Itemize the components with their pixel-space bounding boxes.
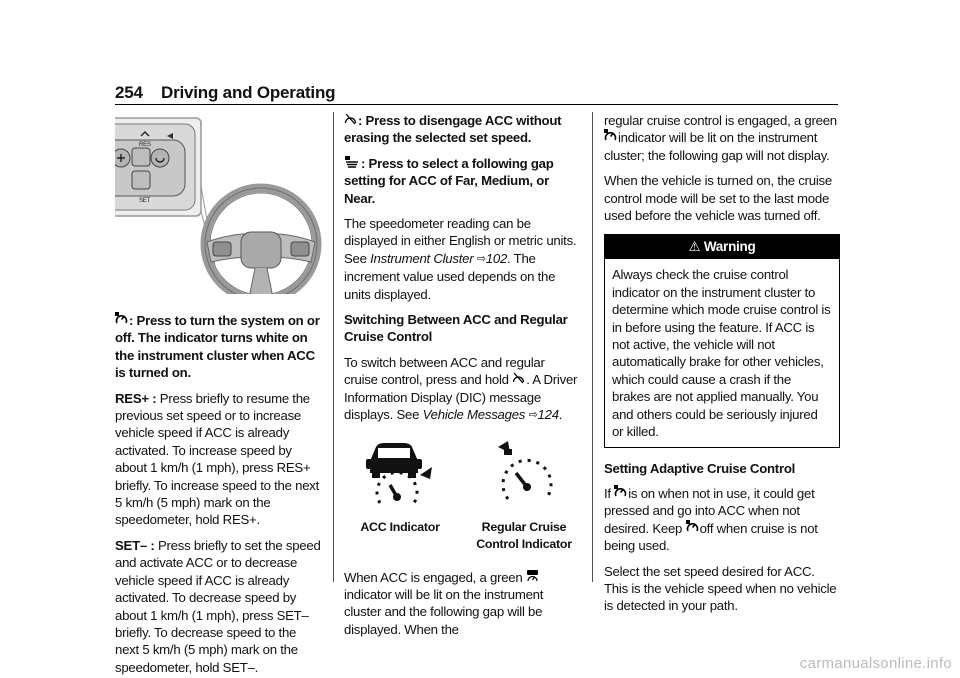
column-3: [604, 112, 840, 623]
cancel-cruise-icon: [344, 112, 357, 129]
acc-engaged-text: When ACC is engaged, a green: [344, 569, 523, 585]
acc-indicator-figure: [344, 439, 456, 553]
paragraph-speedometer: [344, 215, 580, 303]
warning-title: Warning: [703, 239, 756, 255]
regular-cruise-indicator-figure: [468, 439, 580, 553]
switch-text-end: .: [558, 407, 563, 423]
vehicle-messages-link[interactable]: Vehicle Messages: [422, 407, 526, 423]
page-number: 254: [115, 83, 143, 102]
warning-header: [605, 235, 839, 259]
instrument-cluster-link[interactable]: Instrument Cluster: [370, 250, 474, 266]
if-on-text: If: [604, 485, 611, 501]
page-ref-arrow-icon: ⇨: [476, 252, 486, 265]
vehicle-messages-ref[interactable]: 124: [537, 407, 559, 423]
watermark: carmanualsonline.info: [799, 655, 952, 672]
paragraph-if-on: [604, 485, 840, 555]
cruise-control-icon: [686, 520, 699, 537]
set-label-text: SET– :: [115, 537, 155, 553]
res-label-text: RES+ :: [115, 390, 157, 406]
warning-icon: ⚠: [688, 239, 701, 255]
paragraph-set: [115, 537, 323, 676]
cruise-control-icon: [115, 312, 128, 329]
paragraph-acc-button: [115, 312, 323, 382]
setting-acc-heading: Setting Adaptive Cruise Control: [604, 460, 796, 476]
acc-indicator-icon: [364, 439, 436, 509]
column-2: [344, 112, 580, 646]
acc-engaged-text-2: indicator will be lit on the instrument cluster and the following gap will be displayed. When the: [344, 586, 544, 637]
regular-engaged-text: regular cruise control is engaged, a green: [604, 113, 837, 128]
gap-desc: : Press to select a following gap setting for ACC of Far, Medium, or Near.: [344, 155, 554, 206]
paragraph-acc-engaged: [344, 569, 580, 639]
warning-text: Always check the cruise control indicator on the instrument cluster to determine which mode cruise control is in before using the feature. If ACC is not active, the vehicle will not automatically brake for other vehicles, which could cause a crash if the brakes are not applied manually. You and others could be seriously injured or killed.: [612, 267, 831, 440]
warning-box: [604, 234, 840, 447]
res-desc: Press briefly to resume the previous set speed or to increase vehicle speed if ACC is already activated. To increase speed by about 1 km/h (1 mph), press RES+ briefly. To increase speed to the next 5 km/h (5 mph) mark on the speedometer, hold RES+.: [115, 390, 320, 528]
cruise-control-icon: [614, 485, 627, 502]
paragraph-set-speed: Select the set speed desired for ACC. This is the vehicle speed when no vehicle is detected in your path.: [604, 563, 837, 614]
set-label: SET: [139, 198, 150, 204]
steering-wheel-figure: [115, 116, 323, 294]
if-on-text-3: off when cruise is not being used.: [604, 520, 818, 554]
page-ref-arrow-icon: ⇨: [528, 409, 538, 422]
set-desc: Press briefly to set the speed and activate ACC or to decrease vehicle speed if ACC is already activated. To decrease speed by about 1 km/h (1 mph), press SET– briefly. To decrease speed to the next 5 km/h (5 mph) mark on the speedometer, hold SET–.: [115, 537, 321, 675]
speedometer-text-end: . The increment value used depends on the units displayed.: [344, 250, 556, 302]
regular-engaged-text-2: indicator will be lit on the instrument cluster; the following gap will not display.: [604, 130, 830, 163]
switch-text: To switch between ACC and regular cruise control, press and hold: [344, 354, 545, 388]
acc-button-desc: : Press to turn the system on or off. The indicator turns white on the instrument cluster when ACC is turned on.: [115, 313, 320, 381]
paragraph-gap: [344, 155, 580, 207]
paragraph-last-mode: When the vehicle is turned on, the cruise control mode will be set to the last mode used before the vehicle was turned off.: [604, 173, 832, 224]
speedometer-text: The speedometer reading can be displayed in either English or metric units. See: [344, 216, 577, 266]
regular-cruise-indicator-icon: [488, 439, 560, 509]
cancel-desc: : Press to disengage ACC without erasing the selected set speed.: [344, 113, 562, 146]
acc-indicator-small-icon: [526, 569, 539, 586]
steering-wheel-controls-illustration: [115, 116, 323, 294]
switch-text-2: . A Driver Information Display (DIC) message displays. See: [344, 372, 578, 423]
following-gap-icon: [344, 155, 360, 172]
column-1: [115, 116, 323, 678]
column-divider-2: [592, 112, 593, 582]
paragraph-switch: [344, 354, 580, 425]
indicator-figures: [344, 439, 580, 553]
res-label: RES: [139, 142, 151, 148]
page-header: [115, 83, 838, 105]
paragraph-cancel: [344, 112, 580, 147]
if-on-text-2: is on when not in use, it could get pressed and go into ACC when not desired. Keep: [604, 485, 815, 536]
section-title: Driving and Operating: [161, 83, 336, 102]
acc-indicator-label: ACC Indicator: [360, 519, 440, 534]
column-divider-1: [333, 112, 334, 582]
instrument-cluster-ref[interactable]: 102: [485, 250, 508, 266]
regular-cruise-indicator-label: Regular Cruise Control Indicator: [476, 519, 572, 551]
cancel-cruise-icon: [512, 371, 525, 388]
paragraph-regular-engaged: [604, 112, 840, 164]
paragraph-res: [115, 390, 323, 529]
cruise-control-icon: [604, 129, 617, 146]
switching-heading: Switching Between ACC and Regular Cruise Control: [344, 312, 568, 345]
